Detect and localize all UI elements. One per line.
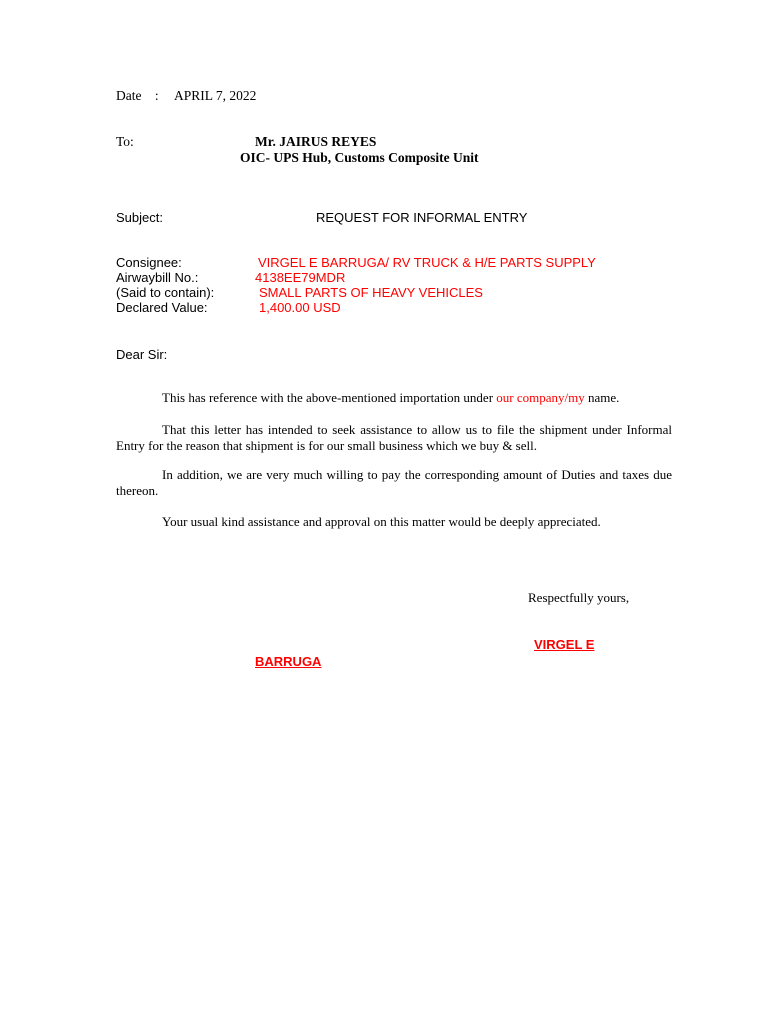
subject-value: REQUEST FOR INFORMAL ENTRY <box>316 210 528 225</box>
body-paragraph-2: That this letter has intended to seek assistance to allow us to file the shipment under Informal Entry for the reason that shipment is for our small business which we buy & sell. <box>116 422 672 453</box>
signature-line-2: BARRUGA <box>255 654 322 669</box>
date-separator: : <box>154 88 159 103</box>
salutation: Dear Sir: <box>116 347 168 362</box>
subject-label: Subject: <box>116 210 163 225</box>
date-label: Date <box>116 88 142 103</box>
recipient-position: OIC- UPS Hub, Customs Composite Unit <box>240 150 479 165</box>
to-label: To: <box>116 134 134 149</box>
contents-value: SMALL PARTS OF HEAVY VEHICLES <box>259 285 483 300</box>
closing: Respectfully yours, <box>528 590 630 605</box>
body-paragraph-3: In addition, we are very much willing to pay the corresponding amount of Duties and taxes due thereon. <box>116 467 672 498</box>
declared-value-label: Declared Value: <box>116 300 208 315</box>
date-line <box>116 88 256 104</box>
airwaybill-value: 4138EE79MDR <box>255 270 346 285</box>
airwaybill-label: Airwaybill No.: <box>116 270 199 285</box>
p1-highlight: our company/my <box>496 390 585 405</box>
declared-value-amount: 1,400.00 USD <box>259 300 341 315</box>
body-paragraph-4: Your usual kind assistance and approval on this matter would be deeply appreciated. <box>162 514 601 529</box>
body-paragraph-1 <box>116 390 672 406</box>
consignee-label: Consignee: <box>116 255 182 270</box>
contents-label: (Said to contain): <box>116 285 215 300</box>
consignee-value: VIRGEL E BARRUGA/ RV TRUCK & H/E PARTS SUPPLY <box>258 255 596 270</box>
signature-line-1: VIRGEL E <box>534 637 595 652</box>
recipient-name: Mr. JAIRUS REYES <box>255 134 377 149</box>
p1-after: name. <box>584 390 620 405</box>
date-value: APRIL 7, 2022 <box>174 88 257 103</box>
p1-before: This has reference with the above-mentioned importation under <box>162 390 497 405</box>
